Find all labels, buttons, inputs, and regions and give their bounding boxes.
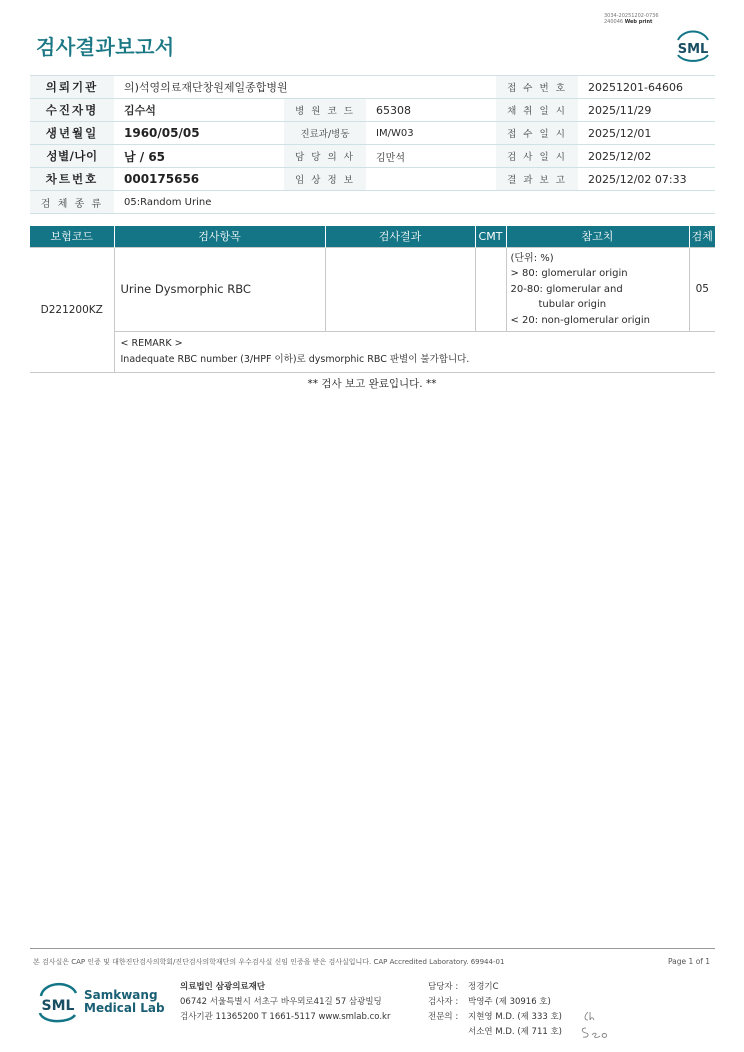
- info-label: 검 체 종 류: [30, 191, 114, 214]
- info-label: 검 사 일 시: [496, 145, 578, 168]
- test-result: [325, 247, 475, 332]
- results-header-row: [30, 226, 715, 247]
- header-reference: 참고치: [506, 226, 689, 247]
- organization-address: 06742 서울특별시 서초구 바우뫼로41길 57 삼광빌딩: [180, 997, 382, 1007]
- info-label: 접 수 일 시: [496, 122, 578, 145]
- info-label: 차트번호: [30, 168, 114, 191]
- info-row: [30, 168, 715, 191]
- staff-name: 서소연 M.D. (제 711 호): [468, 1027, 563, 1037]
- reference-line: tubular origin: [538, 299, 607, 310]
- info-label: 접 수 번 호: [496, 76, 578, 99]
- info-label: 수진자명: [30, 99, 114, 122]
- info-label: 성별/나이: [30, 145, 114, 168]
- sml-logo-icon: [672, 26, 714, 64]
- info-row: [30, 76, 715, 99]
- department-ward: IM/W03: [366, 122, 496, 145]
- requesting-institution: 의)석영의료재단창원제일종합병원: [114, 76, 496, 99]
- staff-row: [428, 1010, 562, 1025]
- chart-number: 000175656: [114, 168, 284, 191]
- organization-name: 의료법인 삼광의료재단: [180, 982, 266, 992]
- patient-name: 김수석: [114, 99, 284, 122]
- reference-line: (단위: %): [510, 252, 554, 264]
- staff-role: 전문의 :: [428, 1012, 459, 1022]
- info-label: 병 원 코 드: [284, 99, 366, 122]
- document-code-number: 240046: [604, 19, 624, 25]
- specimen-code: 05: [689, 247, 715, 332]
- staff-name: 정경기C: [468, 982, 499, 992]
- info-row: [30, 122, 715, 145]
- accreditation-note: 본 검사실은 CAP 인증 및 대한진단검사의학회/진단검사의학재단의 우수검사실 신임 인증을 받은 검사실입니다. CAP Accredited Laboratory. 69944-01: [33, 958, 505, 966]
- remark-row: [30, 332, 715, 373]
- clinical-info: [366, 168, 496, 191]
- receipt-date: 2025/12/01: [578, 122, 715, 145]
- specimen-type: 05:Random Urine: [114, 191, 715, 214]
- sml-footer-logo-icon: [36, 980, 80, 1026]
- sml-footer-logo-text: SML: [41, 998, 75, 1014]
- info-row: [30, 99, 715, 122]
- staff-role: [428, 1025, 468, 1040]
- info-label: 담 당 의 사: [284, 145, 366, 168]
- info-label: 의뢰기관: [30, 76, 114, 99]
- brand-line1: Samkwang: [84, 988, 158, 1002]
- collection-date: 2025/11/29: [578, 99, 715, 122]
- reference-line: > 80: glomerular origin: [510, 268, 628, 279]
- header-insurance-code: 보험코드: [30, 226, 114, 247]
- reference-range: [506, 247, 689, 332]
- info-row: [30, 145, 715, 168]
- info-label: 채 취 일 시: [496, 99, 578, 122]
- table-row: [30, 247, 715, 332]
- sex-age: 남 / 65: [114, 145, 284, 168]
- patient-info-table: [30, 75, 715, 214]
- page-number: Page 1 of 1: [668, 957, 711, 966]
- staff-role: 검사자 :: [428, 997, 459, 1007]
- header-specimen: 검체: [689, 226, 715, 247]
- staff-name: 지현영 M.D. (제 333 호): [468, 1012, 563, 1022]
- brand-line2: Medical Lab: [84, 1001, 165, 1015]
- reference-line: < 20: non-glomerular origin: [510, 314, 650, 326]
- organization-contact: 검사기관 11365200 T 1661-5117 www.smlab.co.kr: [180, 1012, 391, 1022]
- header-test-item: 검사항목: [114, 226, 325, 247]
- hospital-code: 65308: [366, 99, 496, 122]
- sml-logo-text: SML: [677, 42, 709, 57]
- info-label: 임 상 정 보: [284, 168, 366, 191]
- organization-info: [180, 980, 390, 1025]
- staff-row: [428, 995, 562, 1010]
- footer-divider: [30, 948, 715, 949]
- info-label: 생년월일: [30, 122, 114, 145]
- document-code: [604, 13, 659, 25]
- remark-title: < REMARK >: [120, 338, 183, 349]
- staff-row: [428, 1025, 562, 1040]
- reference-line: 20-80: glomerular and: [510, 283, 623, 295]
- document-code-line1: 3034-20251202-0736: [604, 13, 659, 19]
- header-test-result: 검사결과: [325, 226, 475, 247]
- signature-icon: [578, 1008, 612, 1042]
- remark: [114, 332, 715, 373]
- receipt-number: 20251201-64606: [578, 76, 715, 99]
- web-print-label: Web print: [624, 19, 653, 25]
- brand-name: [84, 989, 165, 1015]
- staff-info: [428, 980, 562, 1040]
- insurance-code: D221200KZ: [30, 247, 114, 373]
- birth-date: 1960/05/05: [114, 122, 284, 145]
- info-label: 결 과 보 고: [496, 168, 578, 191]
- info-label: 진료과/병동: [284, 122, 366, 145]
- staff-role: 담당자 :: [428, 982, 459, 992]
- remark-text: Inadequate RBC number (3/HPF 이하)로 dysmorphic RBC 판별이 불가합니다.: [120, 354, 470, 365]
- info-row: [30, 191, 715, 214]
- test-item: Urine Dysmorphic RBC: [114, 247, 325, 332]
- report-datetime: 2025/12/02 07:33: [578, 168, 715, 191]
- staff-row: [428, 980, 562, 995]
- page-title: 검사결과보고서: [36, 35, 175, 59]
- header-cmt: CMT: [475, 226, 506, 247]
- attending-doctor: 김만석: [366, 145, 496, 168]
- staff-name: 박영주 (제 30916 호): [468, 997, 551, 1007]
- test-date: 2025/12/02: [578, 145, 715, 168]
- results-table: [30, 226, 715, 373]
- cmt-value: [475, 247, 506, 332]
- report-complete-message: ** 검사 보고 완료입니다. **: [307, 378, 437, 390]
